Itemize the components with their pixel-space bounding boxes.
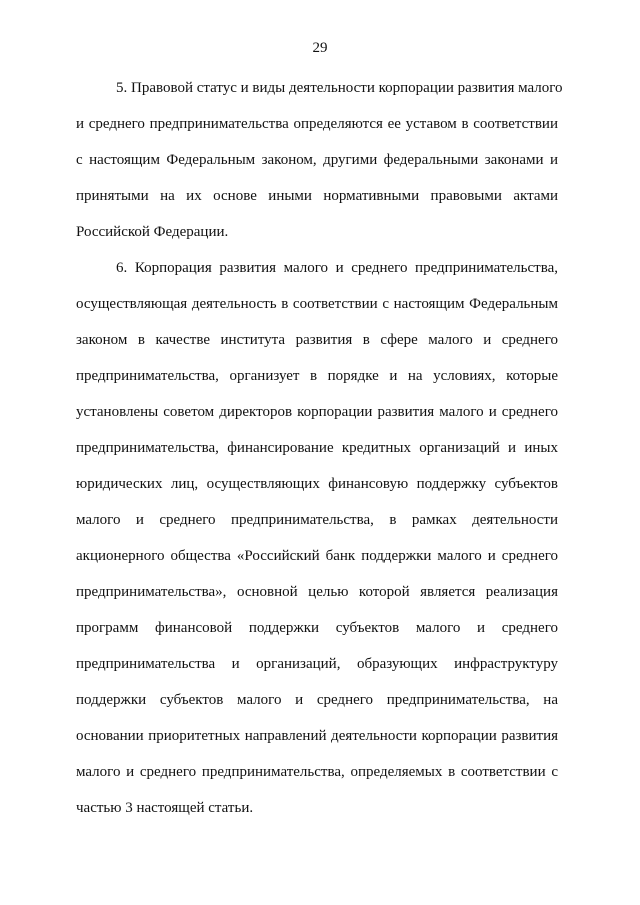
text-line: законом в качестве института развития в сфере малого и среднего xyxy=(76,332,558,348)
text-line: Российской Федерации. xyxy=(76,224,229,240)
text-line: установлены советом директоров корпорации развития малого и среднего xyxy=(76,404,558,420)
text-line: частью 3 настоящей статьи. xyxy=(76,800,254,816)
page-number: 29 xyxy=(312,40,328,56)
text-line: предпринимательства, организует в порядке и на условиях, которые xyxy=(76,368,558,384)
text-line: 5. Правовой статус и виды деятельности корпорации развития малого xyxy=(116,80,563,96)
paragraph-5 xyxy=(76,70,563,250)
text-line: с настоящим Федеральным законом, другими федеральными законами и xyxy=(76,152,558,168)
text-line: малого и среднего предпринимательства, определяемых в соответствии с xyxy=(76,764,558,780)
text-line: малого и среднего предпринимательства, в рамках деятельности xyxy=(76,512,558,528)
paragraph-6 xyxy=(76,250,558,826)
document-body xyxy=(76,70,563,826)
text-line: основании приоритетных направлений деятельности корпорации развития xyxy=(76,728,558,744)
text-line: предпринимательства, финансирование кредитных организаций и иных xyxy=(76,440,558,456)
text-line: и среднего предпринимательства определяются ее уставом в соответствии xyxy=(76,116,558,132)
text-line: программ финансовой поддержки субъектов малого и среднего xyxy=(76,620,558,636)
text-line: предпринимательства», основной целью которой является реализация xyxy=(76,584,558,600)
text-line: принятыми на их основе иными нормативными правовыми актами xyxy=(76,188,558,204)
text-line: предпринимательства и организаций, образующих инфраструктуру xyxy=(76,656,558,672)
text-line: акционерного общества «Российский банк поддержки малого и среднего xyxy=(76,548,558,564)
text-line: поддержки субъектов малого и среднего предпринимательства, на xyxy=(76,692,558,708)
text-line: осуществляющая деятельность в соответствии с настоящим Федеральным xyxy=(76,296,558,312)
text-line: юридических лиц, осуществляющих финансовую поддержку субъектов xyxy=(76,476,558,492)
text-line: 6. Корпорация развития малого и среднего предпринимательства, xyxy=(116,260,558,276)
